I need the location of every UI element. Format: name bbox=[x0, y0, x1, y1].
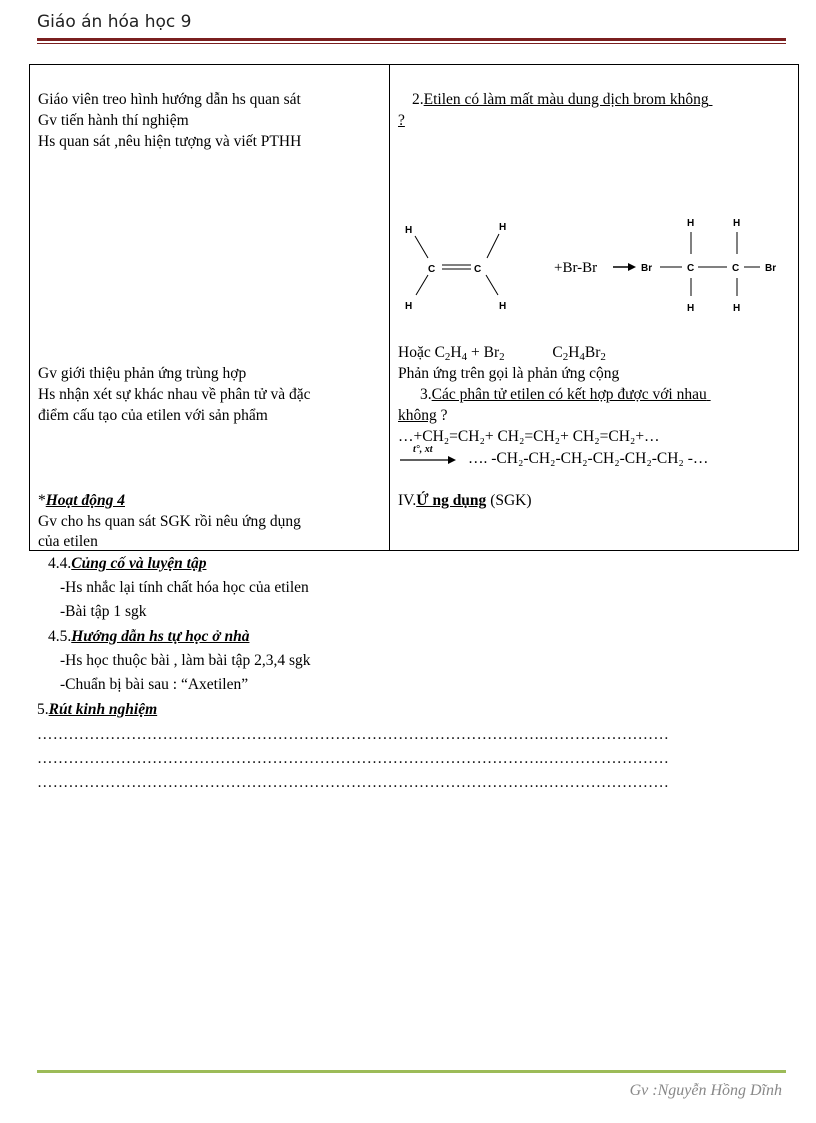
footer-author: Gv :Nguyễn Hồng Dĩnh bbox=[629, 1082, 782, 1099]
alt-equation: Hoặc $C_2H_4 + Br_2$ $C_2H_4Br_2$ bbox=[398, 344, 606, 363]
reagent-br-br: +Br-Br bbox=[554, 260, 598, 276]
atom-h: H bbox=[733, 303, 741, 314]
lesson-table bbox=[29, 64, 799, 551]
header-rule-thin bbox=[37, 43, 786, 44]
dotted-line: …………………………………………………………………………………….…………………… bbox=[37, 726, 670, 743]
left-line-etilen: của etilen bbox=[38, 533, 98, 550]
atom-h: H bbox=[733, 218, 741, 229]
atom-br: Br bbox=[765, 263, 777, 274]
question-2-text: Etilen có làm mất màu dung dịch brom không bbox=[423, 91, 709, 108]
left-line-teacher-hangs: Giáo viên treo hình hướng dẫn hs quan sát bbox=[38, 91, 301, 108]
left-line-compare: Hs nhận xét sự khác nhau về phân tử và đặc bbox=[38, 386, 311, 403]
section-4-4-heading: 4.4.Củng cố và luyện tập bbox=[48, 555, 207, 572]
atom-h: H bbox=[499, 301, 507, 312]
section-4-5-title: Hướng dẫn hs tự học ở nhà bbox=[71, 628, 250, 645]
section-4-4-item: -Bài tập 1 sgk bbox=[60, 603, 147, 620]
footer-rule bbox=[37, 1070, 786, 1073]
section-4-4-title: Củng cố và luyện tập bbox=[71, 555, 207, 572]
left-line-observe: Hs quan sát ,nêu hiện tượng và viết PTHH bbox=[38, 133, 302, 150]
left-line-experiment: Gv tiến hành thí nghiệm bbox=[38, 112, 189, 129]
atom-c: C bbox=[428, 264, 436, 275]
left-line-sgk: Gv cho hs quan sát SGK rồi nêu ứng dụng bbox=[38, 513, 301, 530]
section-4-4-item: -Hs nhắc lại tính chất hóa học của etilen bbox=[60, 579, 309, 596]
polymerization-arrow bbox=[398, 444, 458, 469]
addition-reaction-note: Phản ứng trên gọi là phản ứng cộng bbox=[398, 365, 620, 382]
left-line-polymer-intro: Gv giới thiệu phản ứng trùng hợp bbox=[38, 365, 247, 382]
section-iv-title: Ứ ng dụng bbox=[416, 492, 487, 509]
page-header-title: Giáo án hóa học 9 bbox=[37, 12, 192, 32]
section-4-5-item: -Hs học thuộc bài , làm bài tập 2,3,4 sgk bbox=[60, 652, 311, 669]
polyethylene-product: …. -CH₂-CH₂-CH₂-CH₂-CH₂-CH₂ -… bbox=[468, 450, 709, 467]
activity-title: Hoạt động 4 bbox=[45, 492, 125, 509]
dotted-line: …………………………………………………………………………………….…………………… bbox=[37, 774, 670, 791]
question-3-line2: không ? bbox=[398, 407, 448, 424]
section-4-5-heading: 4.5.Hướng dẫn hs tự học ở nhà bbox=[48, 628, 250, 645]
atom-h: H bbox=[687, 303, 695, 314]
polymerization-reactants: …+CH₂=CH₂+ CH₂=CH₂+ CH₂=CH₂+… bbox=[398, 428, 660, 445]
section-5-heading: 5.Rút kinh nghiệm bbox=[37, 701, 158, 718]
atom-c: C bbox=[687, 263, 695, 274]
question-3-text: Các phân tử etilen có kết hợp được với nhau bbox=[431, 386, 707, 403]
activity-prefix: * bbox=[38, 492, 46, 509]
bromine-addition-diagram bbox=[392, 210, 792, 320]
section-5-title: Rút kinh nghiệm bbox=[48, 701, 158, 718]
section-4-5-item: -Chuẩn bị bài sau : “Axetilen” bbox=[60, 676, 249, 693]
dotted-line: …………………………………………………………………………………….…………………… bbox=[37, 750, 670, 767]
atom-h: H bbox=[405, 225, 413, 236]
atom-h: H bbox=[499, 222, 507, 233]
question-2-mark: ? bbox=[398, 112, 405, 129]
atom-c: C bbox=[732, 263, 740, 274]
left-line-structure: điểm cấu tạo của etilen với sản phẩm bbox=[38, 407, 268, 424]
table-column-divider bbox=[389, 65, 390, 550]
polymerization-condition: t°, xt bbox=[413, 444, 433, 455]
atom-br: Br bbox=[641, 263, 653, 274]
atom-c: C bbox=[474, 264, 482, 275]
section-iv-heading: IV.Ứ ng dụng (SGK) bbox=[398, 492, 532, 509]
atom-h: H bbox=[687, 218, 695, 229]
activity-4-heading bbox=[38, 490, 125, 511]
question-3: 3.Các phân tử etilen có kết hợp được với nhau bbox=[420, 386, 707, 403]
atom-h: H bbox=[405, 301, 413, 312]
question-2: 2.Etilen có làm mất màu dung dịch brom không bbox=[412, 91, 709, 108]
header-rule bbox=[37, 38, 786, 41]
